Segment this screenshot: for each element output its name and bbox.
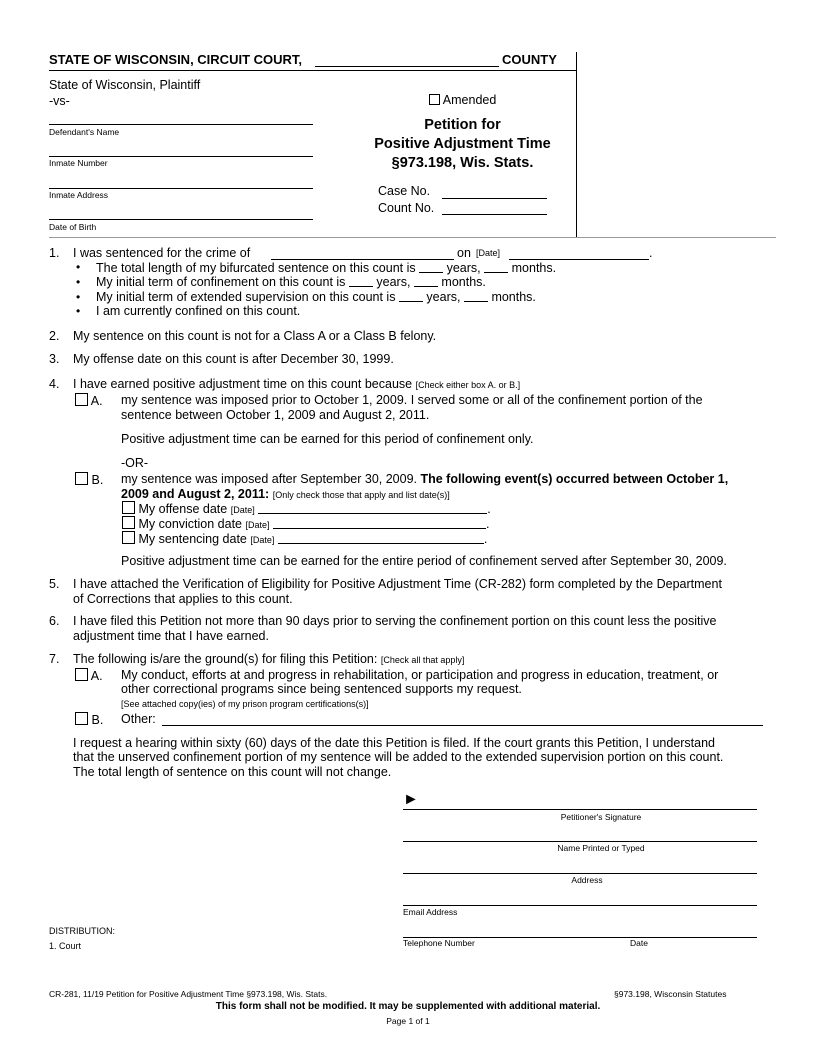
item-1-period: . <box>649 246 653 260</box>
item-1-on: on <box>457 246 471 260</box>
address-field[interactable] <box>403 873 757 874</box>
confinement-years-field[interactable] <box>349 275 373 287</box>
currently-confined-text: I am currently confined on this count. <box>96 304 301 318</box>
item-6-number: 6. <box>49 614 60 628</box>
signature-arrow-icon: ► <box>403 791 419 808</box>
item-4-number: 4. <box>49 377 60 391</box>
item-7-label: The following is/are the ground(s) for filing this Petition: <box>73 652 378 666</box>
option-4b-note-2: Positive adjustment time can be earned for the entire period of confinement served after September 30, 2009. <box>121 554 727 568</box>
years-label: years, <box>426 290 461 304</box>
item-5-text-2: of Corrections that applies to this count. <box>73 592 293 606</box>
count-no-field[interactable] <box>442 214 547 215</box>
dob-label: Date of Birth <box>49 222 97 232</box>
option-4a-label: A. <box>90 394 103 408</box>
confinement-months-field[interactable] <box>414 275 438 287</box>
option-7a-note: [See attached copy(ies) of my prison program certifications(s)] <box>121 699 369 709</box>
bifurcated-months-field[interactable] <box>484 261 508 273</box>
months-label: months. <box>491 290 536 304</box>
offense-date-label: My offense date <box>138 502 228 516</box>
inmate-address-label: Inmate Address <box>49 190 109 200</box>
distribution-label: DISTRIBUTION: <box>49 926 116 936</box>
item-4-label: I have earned positive adjustment time on this count because <box>73 377 413 391</box>
option-4a-note: Positive adjustment time can be earned for this period of confinement only. <box>121 432 534 446</box>
offense-date-option[interactable]: My offense date [Date] . <box>122 501 491 516</box>
vs-label: -vs- <box>49 94 70 108</box>
amended-option[interactable] <box>429 93 496 107</box>
address-label: Address <box>571 875 603 885</box>
supervision-years-field[interactable] <box>399 290 423 302</box>
confinement-text: My initial term of confinement on this count is <box>96 275 346 289</box>
option-4a-checkbox[interactable] <box>75 393 88 406</box>
item-1-text: I was sentenced for the crime of <box>73 246 251 260</box>
item-1-date-note: [Date] <box>476 248 501 258</box>
conviction-date-field[interactable] <box>273 517 486 529</box>
years-label: years, <box>446 261 481 275</box>
option-7b-checkbox[interactable] <box>75 712 88 725</box>
request-text-1: I request a hearing within sixty (60) days of the date this Petition is filed. If the court grants this Petition, I understand <box>73 736 716 750</box>
header-bottom-rule <box>49 237 776 238</box>
footer-statute: §973.198, Wisconsin Statutes <box>614 989 727 999</box>
footer-form-id: CR-281, 11/19 Petition for Positive Adjustment Time §973.198, Wis. Stats. <box>49 989 328 999</box>
bullet: • <box>76 260 81 274</box>
distribution-item: 1. Court <box>49 941 82 951</box>
item-6-text-2: adjustment time that I have earned. <box>73 629 269 643</box>
footer-notice: This form shall not be modified. It may be supplemented with additional material. <box>215 1001 601 1012</box>
title-line-2: Positive Adjustment Time <box>374 136 551 152</box>
offense-date-checkbox[interactable] <box>122 501 135 514</box>
option-4a-text-2: sentence between October 1, 2009 and August 2, 2011. <box>121 408 430 422</box>
request-text-2: that the unserved confinement portion of my sentence will be added to the extended supervision portion on this count. <box>73 750 724 764</box>
signature-field[interactable] <box>403 809 757 810</box>
other-field[interactable] <box>162 725 763 726</box>
or-separator: -OR- <box>121 456 149 470</box>
extended-supervision-text: My initial term of extended supervision on this count is <box>96 290 396 304</box>
months-label: months. <box>441 275 486 289</box>
sentencing-date-option[interactable]: My sentencing date [Date] . <box>122 531 487 546</box>
date-note: [Date] <box>250 535 275 545</box>
item-7-text <box>73 652 464 666</box>
option-7a-text-1: My conduct, efforts at and progress in rehabilitation, or participation and progress in education, treatment, or <box>121 668 719 682</box>
county-blank[interactable] <box>315 66 499 67</box>
option-4b-text-1a: my sentence was imposed after September 30, 2009. <box>121 472 417 486</box>
dob-field[interactable] <box>49 219 313 220</box>
plaintiff-label: State of Wisconsin, Plaintiff <box>49 78 201 92</box>
option-4b-text-1 <box>121 472 728 486</box>
name-label: Name Printed or Typed <box>557 843 645 853</box>
signature-label: Petitioner's Signature <box>560 812 642 822</box>
item-5-text-1: I have attached the Verification of Eligibility for Positive Adjustment Time (CR-282) form completed by the Department <box>73 577 722 591</box>
bullet: • <box>76 290 81 304</box>
email-field[interactable] <box>403 905 757 906</box>
court-heading: STATE OF WISCONSIN, CIRCUIT COURT, <box>49 52 303 67</box>
date-label: Date <box>630 938 648 948</box>
offense-date-field[interactable] <box>258 502 487 514</box>
title-line-3: §973.198, Wis. Stats. <box>391 155 534 171</box>
months-label: months. <box>511 261 557 275</box>
conviction-date-checkbox[interactable] <box>122 516 135 529</box>
inmate-number-field[interactable] <box>49 156 313 157</box>
option-7a-label: A. <box>90 669 103 683</box>
inmate-number-label: Inmate Number <box>49 158 108 168</box>
name-field[interactable] <box>403 841 757 842</box>
years-label: years, <box>376 275 411 289</box>
header-rule <box>49 70 576 71</box>
case-no-label: Case No. <box>378 184 431 198</box>
email-label: Email Address <box>403 907 458 917</box>
amended-label: Amended <box>442 93 497 107</box>
option-7a[interactable] <box>75 668 103 683</box>
item-2-text: My sentence on this count is not for a Class A or a Class B felony. <box>73 329 437 343</box>
option-4b-text-2a: 2009 and August 2, 2011: <box>121 487 270 501</box>
bifurcated-sentence-text: The total length of my bifurcated sentence on this count is <box>96 261 416 275</box>
sentencing-date-checkbox[interactable] <box>122 531 135 544</box>
item-4-note: [Check either box A. or B.] <box>415 380 521 390</box>
request-text-3: The total length of sentence on this count will not change. <box>73 765 392 779</box>
option-7b-label: B. <box>91 713 104 727</box>
county-label: COUNTY <box>502 52 557 67</box>
bifurcated-years-field[interactable] <box>419 261 443 273</box>
sentencing-date-field[interactable] <box>278 532 484 544</box>
item-1-number: 1. <box>49 246 60 260</box>
defendant-name-label: Defendant's Name <box>49 127 120 137</box>
option-4a[interactable] <box>75 393 103 408</box>
item-3-number: 3. <box>49 352 60 366</box>
page-number: Page 1 of 1 <box>386 1016 430 1026</box>
option-7b[interactable] <box>75 712 103 727</box>
item-2-number: 2. <box>49 329 60 343</box>
option-4b-label: B. <box>91 473 104 487</box>
defendant-name-field[interactable] <box>49 124 313 125</box>
amended-checkbox[interactable] <box>429 94 440 105</box>
conviction-date-label: My conviction date <box>138 517 243 531</box>
option-7a-text-2: other correctional programs since being sentenced supports my request. <box>121 682 522 696</box>
header-divider <box>576 52 577 237</box>
bullet: • <box>76 304 81 318</box>
sentencing-date-label: My sentencing date <box>138 532 247 546</box>
item-7-note: [Check all that apply] <box>380 655 465 665</box>
extended-supervision-line <box>96 290 536 304</box>
sentence-date-field[interactable] <box>509 259 649 260</box>
bullet: • <box>76 275 81 289</box>
item-6-text-1: I have filed this Petition not more than 90 days prior to serving the confinement portion on this count less the positive <box>73 614 717 628</box>
case-no-field[interactable] <box>442 198 547 199</box>
item-5-number: 5. <box>49 577 60 591</box>
date-note: [Date] <box>230 505 255 515</box>
inmate-address-field[interactable] <box>49 188 313 189</box>
count-no-label: Count No. <box>378 201 435 215</box>
conviction-date-option[interactable]: My conviction date [Date] . <box>122 516 489 531</box>
option-4b-text-2 <box>121 487 450 501</box>
phone-label: Telephone Number <box>403 938 475 948</box>
item-7-number: 7. <box>49 652 60 666</box>
confinement-line <box>96 275 486 289</box>
crime-field[interactable] <box>271 259 454 260</box>
option-4b-note: [Only check those that apply and list date(s)] <box>272 490 450 500</box>
bifurcated-sentence-line <box>96 261 556 275</box>
option-4a-text-1: my sentence was imposed prior to October 1, 2009. I served some or all of the confinement portion of the <box>121 393 703 407</box>
other-label: Other: <box>121 712 156 726</box>
option-7a-checkbox[interactable] <box>75 668 88 681</box>
title-line-1: Petition for <box>424 117 501 133</box>
item-3-text: My offense date on this count is after December 30, 1999. <box>73 352 394 366</box>
supervision-months-field[interactable] <box>464 290 488 302</box>
date-note: [Date] <box>245 520 270 530</box>
item-4-text <box>73 377 520 391</box>
option-4b-checkbox[interactable] <box>75 472 88 485</box>
option-4b[interactable] <box>75 472 103 487</box>
form-title <box>350 116 575 173</box>
option-4b-text-1b: The following event(s) occurred between October 1, <box>420 472 729 486</box>
